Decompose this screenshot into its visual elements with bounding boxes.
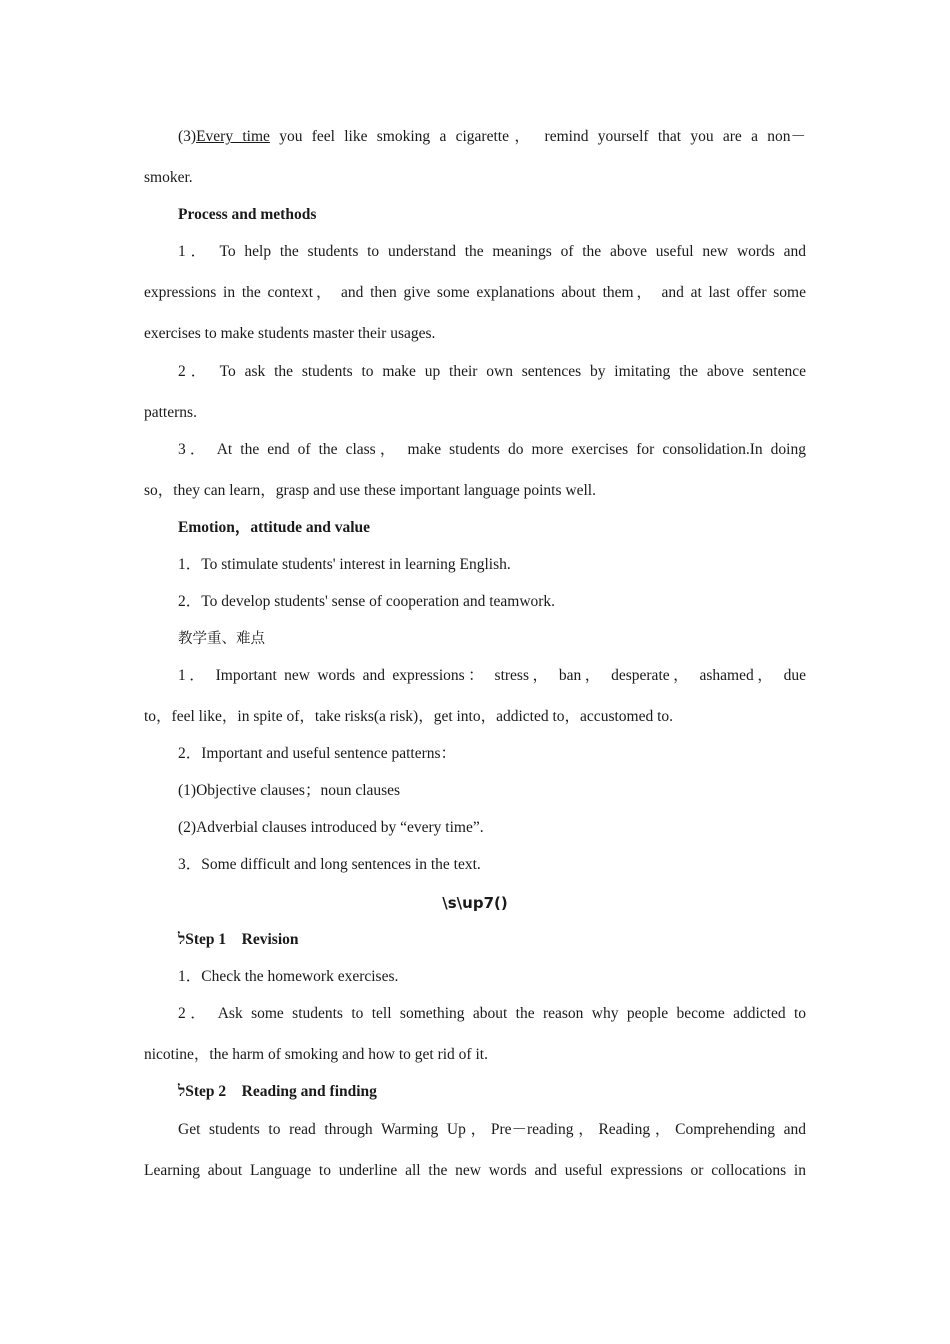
- paragraph-line: nicotine，the harm of smoking and how to get rid of it.: [144, 1046, 488, 1063]
- section-heading: Emotion，attitude and value: [178, 519, 371, 536]
- list-number: (3): [178, 128, 197, 145]
- list-item: 1．To stimulate students' interest in learning English.: [178, 556, 511, 573]
- paragraph-line: patterns.: [144, 404, 197, 421]
- list-item: 1． Important new words and expressions： stress， ban， desperate， ashamed， due: [178, 667, 806, 684]
- paragraph-line: so，they can learn，grasp and use these important language points well.: [144, 482, 596, 499]
- section-heading-cjk: 教学重、难点: [178, 631, 265, 647]
- list-item: (1)Objective clauses；noun clauses: [178, 782, 401, 799]
- step-heading: [178, 930, 806, 950]
- underlined-answer: Every time: [196, 128, 270, 145]
- step-heading: [178, 1082, 806, 1102]
- paragraph-line: 3． At the end of the class， make students do more exercises for consolidation.In doing: [178, 441, 806, 458]
- paragraph-line: exercises to make students master their usages.: [144, 325, 436, 342]
- list-item: 2．To develop students' sense of cooperation and teamwork.: [178, 593, 556, 610]
- paragraph-line: Learning about Language to underline all the new words and useful expressions or collocations in: [144, 1162, 806, 1179]
- paragraph-line: smoker.: [144, 169, 193, 186]
- list-item: 2． Ask some students to tell something about the reason why people become addicted to: [178, 1005, 806, 1022]
- paragraph-line: to，feel like，in spite of，take risks(a risk)，get into，addicted to，accustomed to.: [144, 708, 674, 725]
- paragraph-line: 2． To ask the students to make up their own sentences by imitating the above sentence: [178, 363, 806, 380]
- list-item: 1．Check the homework exercises.: [178, 968, 399, 985]
- section-heading: Process and methods: [178, 206, 317, 223]
- list-item: 2．Important and useful sentence patterns：: [178, 745, 457, 762]
- paragraph-line: expressions in the context， and then give some explanations about them， and at last offer some: [144, 284, 806, 301]
- paragraph-line: Get students to read through Warming Up，Pre－reading，Reading，Comprehending and: [178, 1121, 806, 1138]
- sentence-text: you feel like smoking a cigarette， remind yourself that you are a non－: [269, 128, 806, 145]
- paragraph-line: 1． To help the students to understand the meanings of the above useful new words and: [178, 243, 806, 260]
- step-title: Step 2 Reading and finding: [185, 1083, 377, 1100]
- list-item: 3．Some difficult and long sentences in the text.: [178, 856, 481, 873]
- step-marker: ל: [178, 1083, 186, 1100]
- list-item: (2)Adverbial clauses introduced by “every time”.: [178, 819, 484, 836]
- paragraph-line: [178, 127, 806, 147]
- field-code-text: \s\up7(): [442, 894, 508, 912]
- step-title: Step 1 Revision: [185, 931, 299, 948]
- step-marker: ל: [178, 931, 186, 948]
